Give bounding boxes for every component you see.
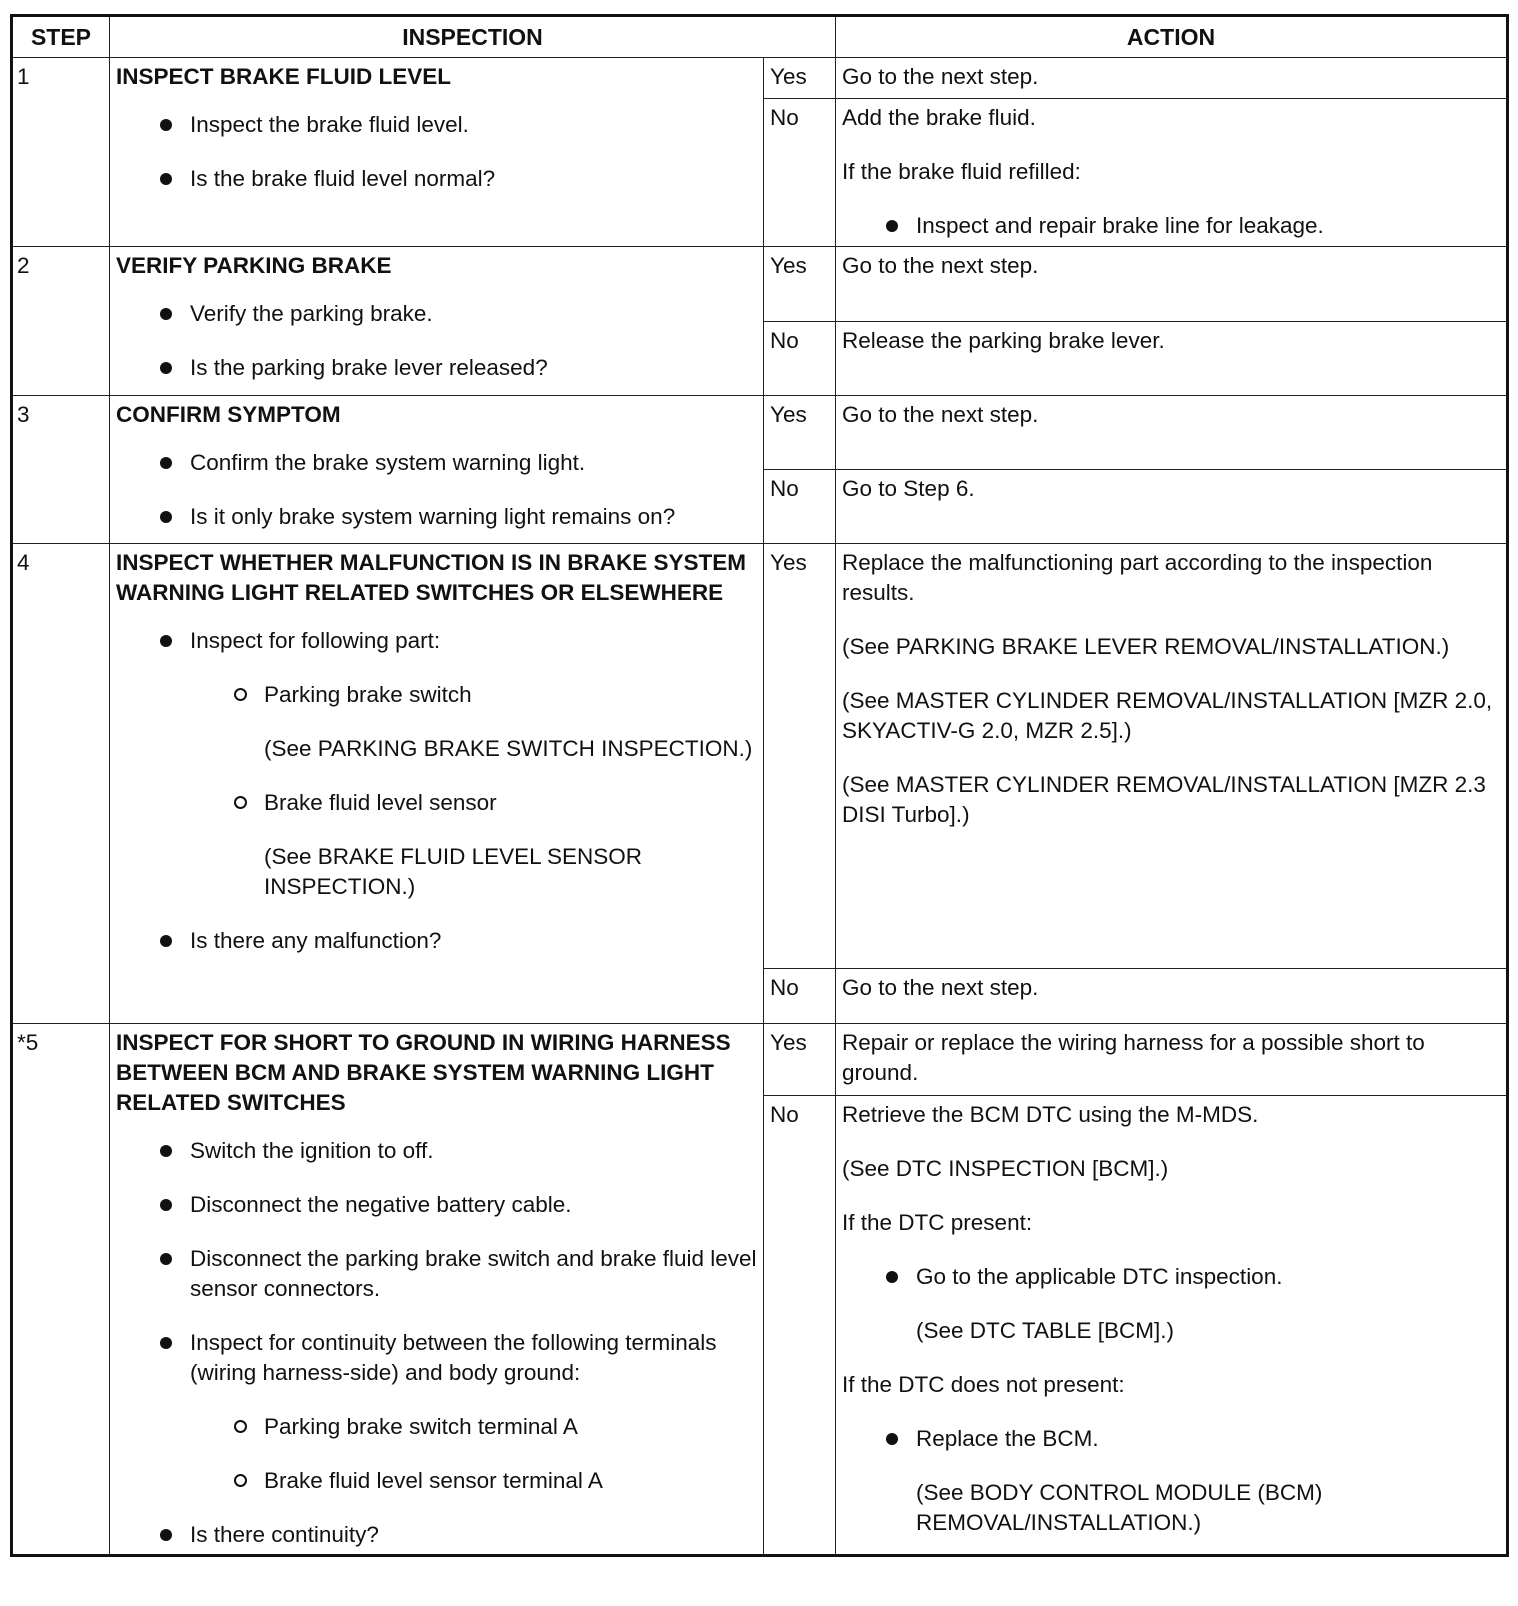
bullet-item: Verify the parking brake. <box>116 299 757 329</box>
step-number: 1 <box>12 58 110 247</box>
yes-action: Repair or replace the wiring harness for a possible short to ground. <box>836 1024 1508 1096</box>
no-label: No <box>764 1096 836 1556</box>
inspection-cell <box>110 396 764 544</box>
bullet-item: Confirm the brake system warning light. <box>116 448 757 478</box>
inspection-cell <box>110 247 764 396</box>
bullet-item: Disconnect the negative battery cable. <box>116 1190 757 1220</box>
reference-text: (See PARKING BRAKE LEVER REMOVAL/INSTALLATION.) <box>842 634 1450 659</box>
yes-action: Go to the next step. <box>836 396 1508 470</box>
bullet-item: Disconnect the parking brake switch and brake fluid level sensor connectors. <box>116 1244 757 1304</box>
table-row <box>12 396 1508 470</box>
action-text: Add the brake fluid. <box>842 105 1036 130</box>
inspection-title: CONFIRM SYMPTOM <box>116 402 341 427</box>
action-text: If the brake fluid refilled: <box>842 159 1081 184</box>
step-number: 4 <box>12 544 110 1024</box>
inspection-title: INSPECT BRAKE FLUID LEVEL <box>116 64 452 89</box>
inspection-title: INSPECT FOR SHORT TO GROUND IN WIRING HARNESS BETWEEN BCM AND BRAKE SYSTEM WARNING LIGHT RELATED SWITCHES <box>116 1030 731 1115</box>
step-number: *5 <box>12 1024 110 1556</box>
inspection-cell <box>110 544 764 1024</box>
sub-bullet-item: Brake fluid level sensor <box>116 788 757 818</box>
bullet-item: Is it only brake system warning light remains on? <box>116 502 757 532</box>
no-action: Go to the next step. <box>836 969 1508 1024</box>
yes-label: Yes <box>764 1024 836 1096</box>
step-number: 3 <box>12 396 110 544</box>
table-row <box>12 247 1508 322</box>
no-label: No <box>764 470 836 544</box>
yes-action: Go to the next step. <box>836 247 1508 322</box>
bullet-item: Is there continuity? <box>116 1520 757 1550</box>
reference-text: (See BODY CONTROL MODULE (BCM) REMOVAL/INSTALLATION.) <box>916 1480 1323 1535</box>
header-action: ACTION <box>836 16 1508 58</box>
yes-label: Yes <box>764 247 836 322</box>
yes-action: Go to the next step. <box>836 58 1508 99</box>
yes-action <box>836 544 1508 969</box>
sub-bullet-item: Parking brake switch <box>116 680 757 710</box>
header-row <box>12 16 1508 58</box>
bullet-item: Replace the BCM. <box>842 1424 1500 1454</box>
bullet-item: Inspect and repair brake line for leakage. <box>842 211 1500 241</box>
bullet-item: Go to the applicable DTC inspection. <box>842 1262 1500 1292</box>
yes-label: Yes <box>764 396 836 470</box>
inspection-cell <box>110 58 764 247</box>
no-action: Release the parking brake lever. <box>836 322 1508 396</box>
reference-text: (See MASTER CYLINDER REMOVAL/INSTALLATION [MZR 2.3 DISI Turbo].) <box>842 772 1486 827</box>
header-step: STEP <box>12 16 110 58</box>
bullet-item: Is the brake fluid level normal? <box>116 164 757 194</box>
action-text: If the DTC present: <box>842 1210 1033 1235</box>
reference-text: (See MASTER CYLINDER REMOVAL/INSTALLATION [MZR 2.0, SKYACTIV-G 2.0, MZR 2.5].) <box>842 688 1493 743</box>
table-row <box>12 58 1508 99</box>
no-label: No <box>764 322 836 396</box>
table-row <box>12 1024 1508 1096</box>
troubleshooting-table-sheet <box>10 14 1506 1599</box>
no-action <box>836 99 1508 247</box>
step-number: 2 <box>12 247 110 396</box>
sub-bullet-item: Brake fluid level sensor terminal A <box>116 1466 757 1496</box>
no-action <box>836 1096 1508 1556</box>
inspection-cell <box>110 1024 764 1556</box>
bullet-item: Is there any malfunction? <box>116 926 757 956</box>
no-label: No <box>764 969 836 1024</box>
action-text: Replace the malfunctioning part according to the inspection results. <box>842 550 1433 605</box>
no-label: No <box>764 99 836 247</box>
reference-text: (See DTC TABLE [BCM].) <box>916 1318 1174 1343</box>
header-inspection: INSPECTION <box>110 16 836 58</box>
bullet-item: Inspect for continuity between the following terminals (wiring harness-side) and body ground: <box>116 1328 757 1388</box>
inspection-title: INSPECT WHETHER MALFUNCTION IS IN BRAKE SYSTEM WARNING LIGHT RELATED SWITCHES OR ELSEWHERE <box>116 550 747 605</box>
bullet-item: Inspect for following part: <box>116 626 757 656</box>
troubleshooting-table <box>10 14 1509 1557</box>
bullet-item: Is the parking brake lever released? <box>116 353 757 383</box>
sub-bullet-item: Parking brake switch terminal A <box>116 1412 757 1442</box>
action-text: Retrieve the BCM DTC using the M-MDS. <box>842 1102 1259 1127</box>
yes-label: Yes <box>764 544 836 969</box>
no-action: Go to Step 6. <box>836 470 1508 544</box>
bullet-item: Switch the ignition to off. <box>116 1136 757 1166</box>
action-text: If the DTC does not present: <box>842 1372 1125 1397</box>
table-row <box>12 544 1508 969</box>
reference-text: (See DTC INSPECTION [BCM].) <box>842 1156 1169 1181</box>
yes-label: Yes <box>764 58 836 99</box>
reference-text: (See BRAKE FLUID LEVEL SENSOR INSPECTION.) <box>264 844 643 899</box>
inspection-title: VERIFY PARKING BRAKE <box>116 253 392 278</box>
reference-text: (See PARKING BRAKE SWITCH INSPECTION.) <box>264 736 753 761</box>
bullet-item: Inspect the brake fluid level. <box>116 110 757 140</box>
